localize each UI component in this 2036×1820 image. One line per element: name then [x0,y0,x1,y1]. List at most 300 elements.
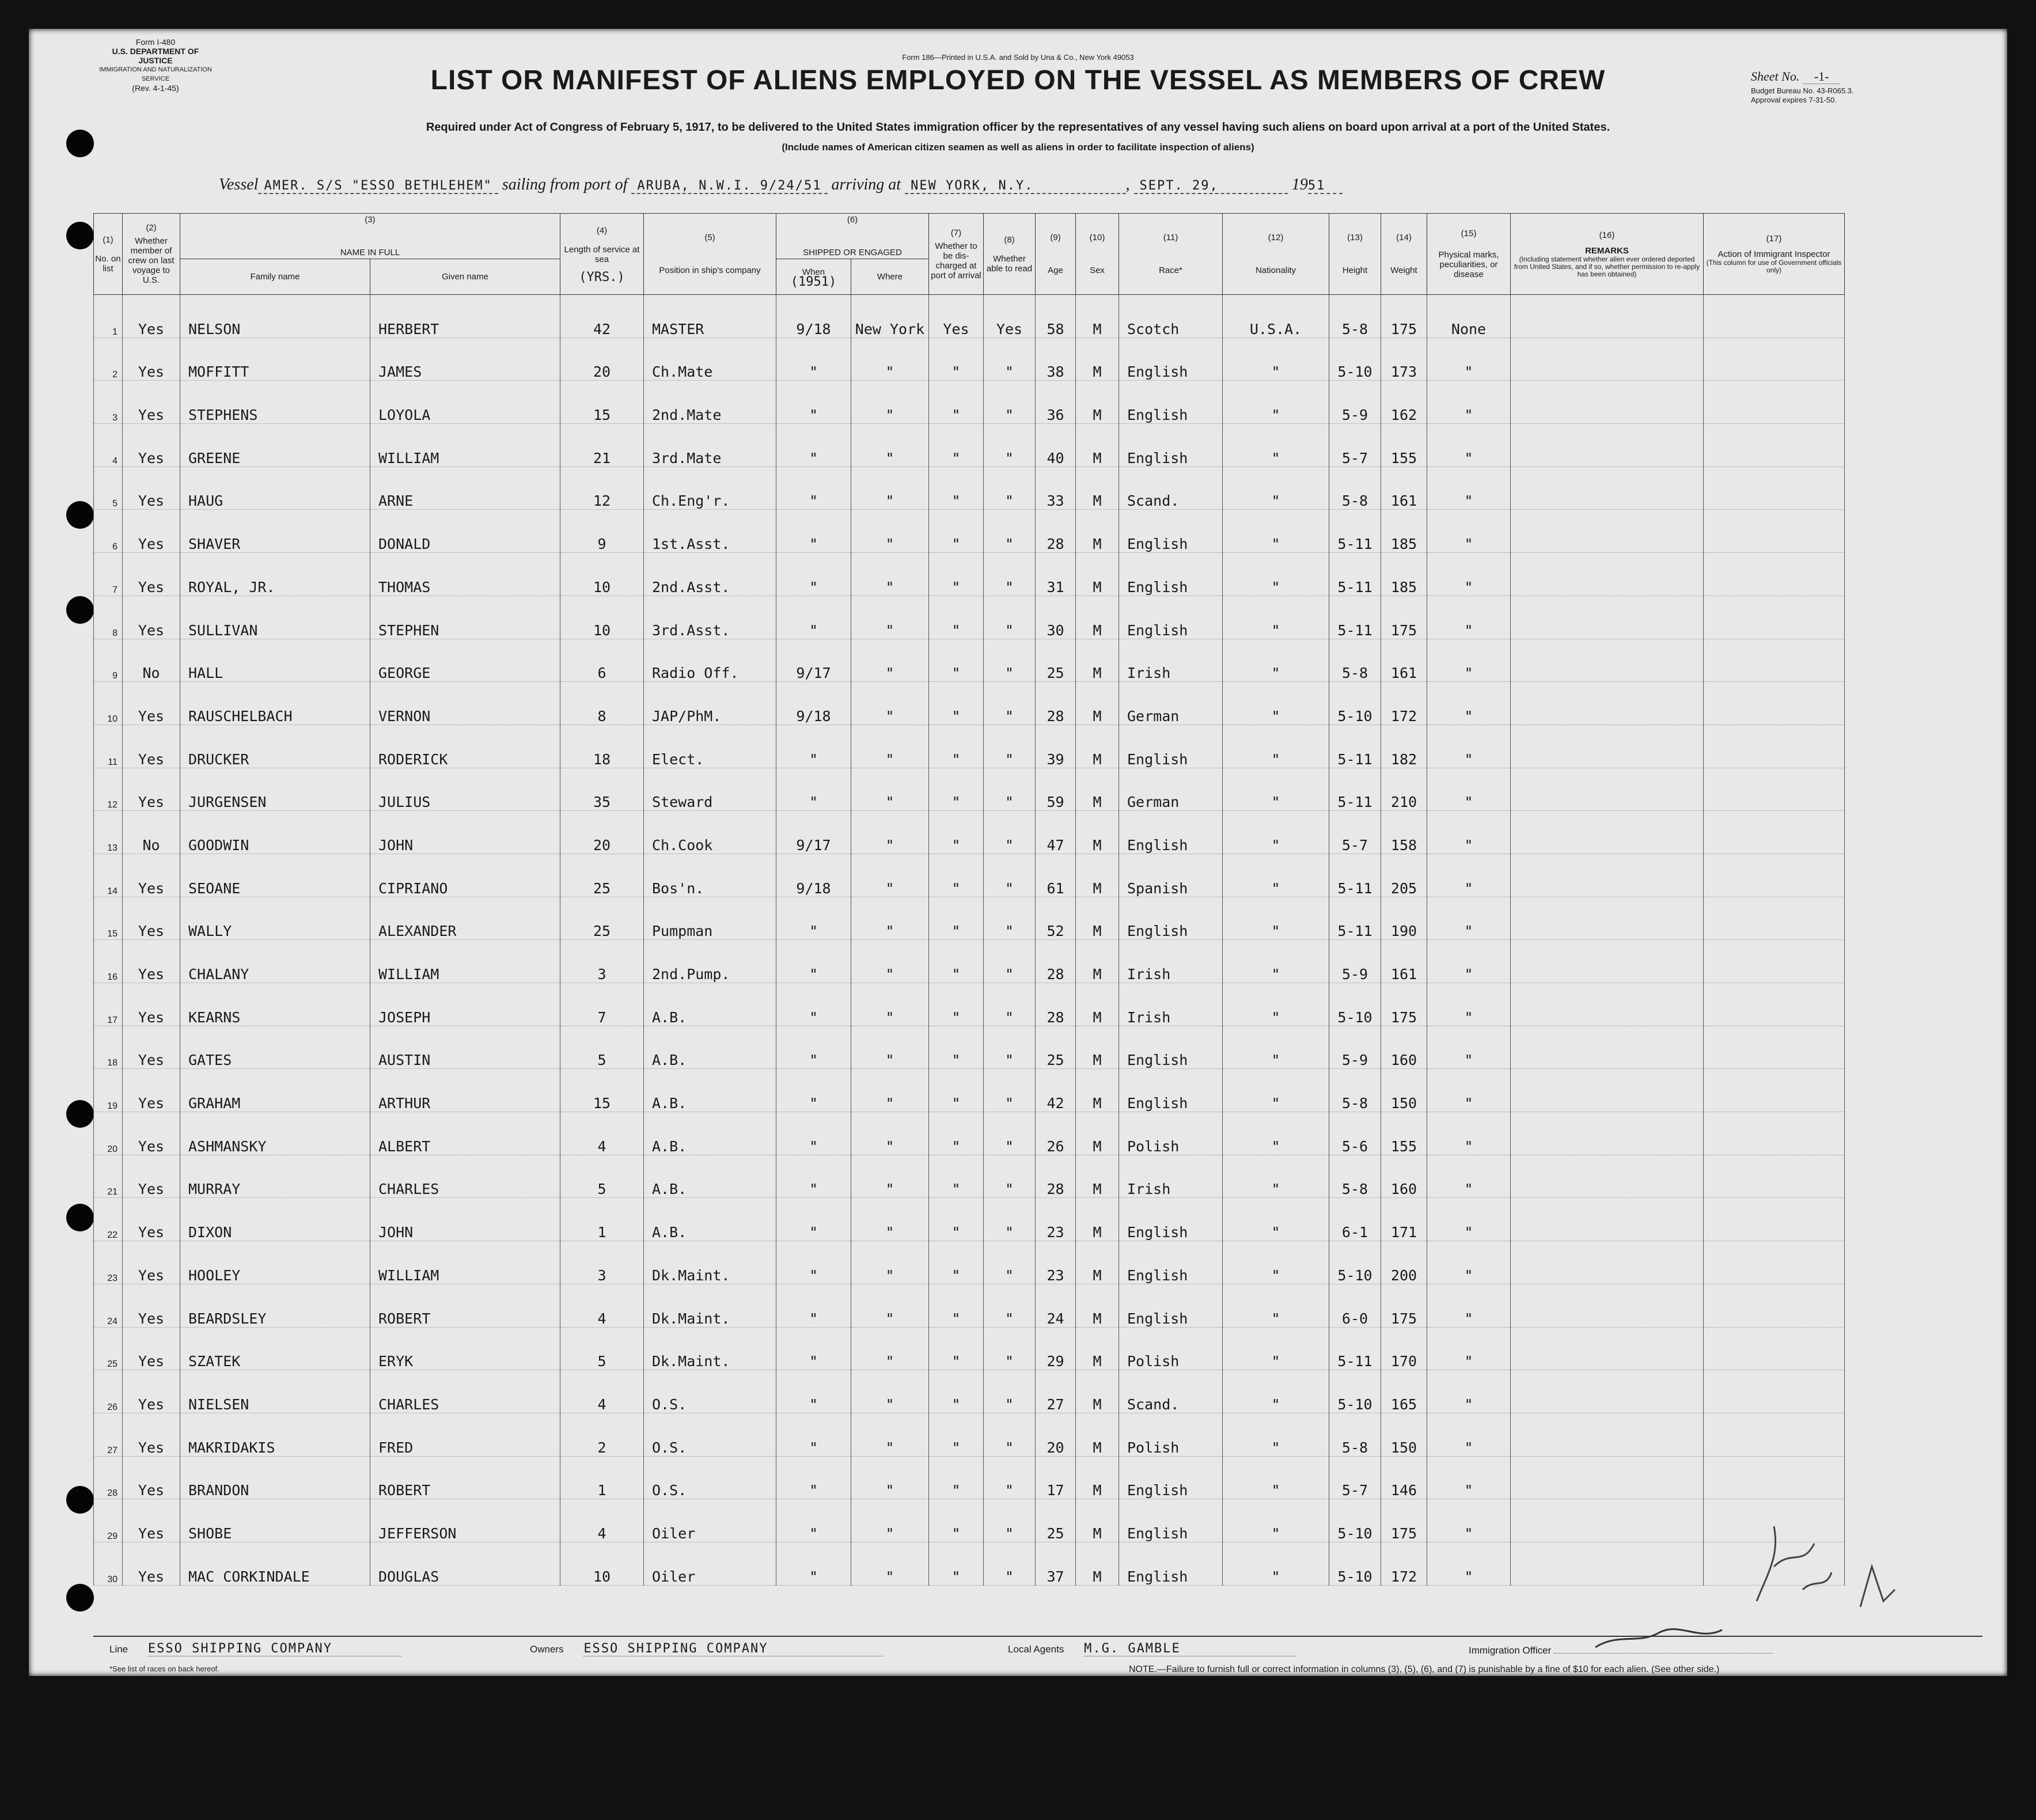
budget-block [1751,86,1854,105]
cell-ht: 5-11 [1329,1327,1381,1370]
cell-ht: 5-11 [1329,725,1381,768]
cell-wt: 161 [1381,940,1427,983]
cell-remarks [1511,1284,1704,1327]
cell-len: 4 [560,1284,644,1327]
cell-pos: Bos'n. [644,854,776,897]
cell-family: RAUSCHELBACH [180,682,370,725]
cell-pos: Dk.Maint. [644,1284,776,1327]
subtitle: Required under Act of Congress of February 5, 1917, to be delivered to the United States immigration officer by the representatives of any vessel having such aliens on board upon arrival at a port of the United States. [426,121,1610,134]
cell-pos: 2nd.Mate [644,381,776,424]
cell-race: Polish [1119,1413,1223,1456]
cell-sex: M [1076,897,1119,940]
cell-read: " [984,682,1036,725]
cell-race: Spanish [1119,854,1223,897]
cell-ht: 5-9 [1329,940,1381,983]
cell-sex: M [1076,295,1119,338]
cell-wt: 150 [1381,1413,1427,1456]
col-header-shipped: (6) SHIPPED OR ENGAGED [776,214,929,259]
cell-remarks [1511,467,1704,510]
cell-nat: " [1223,897,1329,940]
cell-n: 10 [94,682,123,725]
sailing-label: sailing from port of [502,176,628,194]
cell-disch: " [929,1542,984,1585]
owners-label: Owners [530,1644,564,1655]
cell-marks: " [1427,1155,1511,1198]
cell-pos: Dk.Maint. [644,1241,776,1284]
cell-read: " [984,768,1036,811]
cell-where: " [851,553,929,596]
cell-read: " [984,1069,1036,1112]
cell-where: " [851,854,929,897]
sheet-label: Sheet No. [1751,69,1800,84]
cell-pos: 1st.Asst. [644,510,776,553]
cell-ht: 5-10 [1329,338,1381,381]
cell-n: 29 [94,1499,123,1542]
cell-given: JULIUS [370,768,560,811]
cell-wt: 160 [1381,1155,1427,1198]
sheet-number: -1- [1803,69,1841,84]
cell-prev: Yes [123,1069,180,1112]
cell-prev: Yes [123,940,180,983]
cell-given: ROBERT [370,1456,560,1499]
table-row [94,424,1845,467]
cell-disch: " [929,1327,984,1370]
cell-wt: 158 [1381,811,1427,854]
cell-disch: " [929,1198,984,1241]
cell-len: 10 [560,596,644,639]
cell-race: English [1119,725,1223,768]
cell-when: 9/18 [776,682,851,725]
cell-prev: Yes [123,1499,180,1542]
cell-given: GEORGE [370,639,560,682]
cell-prev: Yes [123,553,180,596]
cell-where: " [851,596,929,639]
cell-nat: " [1223,1026,1329,1069]
cell-sex: M [1076,682,1119,725]
col-header-name: (3) NAME IN FULL [180,214,560,259]
cell-given: DONALD [370,510,560,553]
table-row [94,682,1845,725]
table-row [94,1456,1845,1499]
cell-action [1704,854,1845,897]
cell-prev: Yes [123,1456,180,1499]
cell-read: " [984,639,1036,682]
cell-action [1704,1069,1845,1112]
cell-pos: Ch.Eng'r. [644,467,776,510]
cell-nat: " [1223,725,1329,768]
line-value: ESSO SHIPPING COMPANY [148,1641,401,1656]
cell-read: " [984,596,1036,639]
cell-pos: O.S. [644,1413,776,1456]
cell-family: DRUCKER [180,725,370,768]
cell-race: English [1119,338,1223,381]
table-header [94,214,1845,295]
cell-ht: 5-11 [1329,510,1381,553]
crew-table [93,213,1845,1586]
cell-ht: 5-10 [1329,1370,1381,1413]
cell-age: 36 [1036,381,1076,424]
cell-when: " [776,1069,851,1112]
cell-sex: M [1076,381,1119,424]
cell-pos: 3rd.Asst. [644,596,776,639]
cell-pos: A.B. [644,1069,776,1112]
cell-read: " [984,811,1036,854]
cell-disch: " [929,1112,984,1155]
cell-prev: Yes [123,1155,180,1198]
cell-wt: 172 [1381,1542,1427,1585]
table-row [94,1241,1845,1284]
cell-age: 17 [1036,1456,1076,1499]
cell-wt: 205 [1381,854,1427,897]
cell-n: 1 [94,295,123,338]
races-note: *See list of races on back hereof. [109,1664,219,1673]
cell-where: " [851,725,929,768]
cell-nat: " [1223,1198,1329,1241]
table-row [94,553,1845,596]
cell-disch: " [929,596,984,639]
cell-disch: " [929,682,984,725]
cell-n: 17 [94,983,123,1026]
cell-read: " [984,1499,1036,1542]
arriving-label: arriving at [831,176,901,194]
cell-remarks [1511,596,1704,639]
cell-family: BRANDON [180,1456,370,1499]
cell-action [1704,725,1845,768]
cell-when: " [776,1413,851,1456]
cell-where: " [851,1370,929,1413]
cell-n: 21 [94,1155,123,1198]
cell-pos: Ch.Cook [644,811,776,854]
cell-n: 13 [94,811,123,854]
cell-action [1704,1370,1845,1413]
cell-family: WALLY [180,897,370,940]
cell-race: English [1119,381,1223,424]
cell-sex: M [1076,725,1119,768]
cell-wt: 165 [1381,1370,1427,1413]
cell-len: 20 [560,811,644,854]
cell-sex: M [1076,1284,1119,1327]
cell-marks: " [1427,553,1511,596]
cell-prev: Yes [123,854,180,897]
cell-nat: U.S.A. [1223,295,1329,338]
cell-remarks [1511,1112,1704,1155]
cell-read: " [984,1542,1036,1585]
cell-wt: 200 [1381,1241,1427,1284]
cell-race: Irish [1119,639,1223,682]
cell-ht: 5-6 [1329,1112,1381,1155]
cell-sex: M [1076,1198,1119,1241]
cell-when: " [776,1370,851,1413]
department: U.S. DEPARTMENT OF JUSTICE [112,47,199,65]
cell-prev: Yes [123,596,180,639]
cell-marks: " [1427,1241,1511,1284]
cell-where: " [851,424,929,467]
cell-disch: " [929,1026,984,1069]
cell-remarks [1511,682,1704,725]
cell-action [1704,596,1845,639]
cell-remarks [1511,639,1704,682]
cell-wt: 175 [1381,1284,1427,1327]
cell-ht: 5-11 [1329,854,1381,897]
cell-len: 2 [560,1413,644,1456]
cell-nat: " [1223,1542,1329,1585]
cell-marks: " [1427,897,1511,940]
cell-ht: 5-11 [1329,768,1381,811]
cell-disch: " [929,1069,984,1112]
cell-wt: 161 [1381,467,1427,510]
cell-wt: 210 [1381,768,1427,811]
cell-remarks [1511,510,1704,553]
cell-wt: 170 [1381,1327,1427,1370]
fine-note: NOTE.—Failure to furnish full or correct information in columns (3), (5), (6), and (7) is punishable by a fine of $10 for each alien. (See other side.) [1129,1664,1720,1674]
cell-given: JOHN [370,1198,560,1241]
cell-given: WILLIAM [370,940,560,983]
cell-remarks [1511,940,1704,983]
cell-ht: 5-7 [1329,424,1381,467]
cell-len: 5 [560,1327,644,1370]
cell-race: Scand. [1119,467,1223,510]
cell-marks: " [1427,467,1511,510]
cell-nat: " [1223,1370,1329,1413]
cell-family: SEOANE [180,854,370,897]
cell-where: " [851,1499,929,1542]
cell-wt: 173 [1381,338,1427,381]
cell-when: " [776,1499,851,1542]
cell-len: 12 [560,467,644,510]
cell-action [1704,381,1845,424]
cell-family: NELSON [180,295,370,338]
cell-when: " [776,1542,851,1585]
cell-age: 33 [1036,467,1076,510]
table-row [94,725,1845,768]
table-row [94,338,1845,381]
cell-wt: 185 [1381,553,1427,596]
cell-read: " [984,1413,1036,1456]
cell-where: " [851,811,929,854]
table-row [94,1327,1845,1370]
cell-when: " [776,381,851,424]
table-row [94,510,1845,553]
cell-where: " [851,682,929,725]
cell-family: SHOBE [180,1499,370,1542]
cell-given: CHARLES [370,1370,560,1413]
cell-family: KEARNS [180,983,370,1026]
cell-when: " [776,1456,851,1499]
cell-nat: " [1223,1499,1329,1542]
service: IMMIGRATION AND NATURALIZATION SERVICE [99,66,212,82]
cell-read: " [984,1284,1036,1327]
cell-family: BEARDSLEY [180,1284,370,1327]
cell-given: FRED [370,1413,560,1456]
vessel-label: Vessel [219,176,259,194]
col-header-sex: (10) Sex [1076,214,1119,295]
col-header-family: Family name [180,259,370,295]
cell-len: 6 [560,639,644,682]
cell-len: 3 [560,1241,644,1284]
cell-marks: " [1427,381,1511,424]
col-header-age: (9) Age [1036,214,1076,295]
cell-race: Irish [1119,940,1223,983]
cell-family: GREENE [180,424,370,467]
cell-race: English [1119,553,1223,596]
cell-pos: MASTER [644,295,776,338]
cell-age: 28 [1036,983,1076,1026]
cell-when: " [776,1026,851,1069]
cell-len: 35 [560,768,644,811]
cell-len: 42 [560,295,644,338]
punch-hole [66,1100,94,1128]
col-header-action: (17) Action of Immigrant Inspector (This column for use of Government officials only) [1704,214,1845,295]
cell-family: MAC CORKINDALE [180,1542,370,1585]
cell-sex: M [1076,811,1119,854]
cell-action [1704,811,1845,854]
owners-value: ESSO SHIPPING COMPANY [583,1641,883,1656]
cell-when: " [776,897,851,940]
cell-disch: " [929,725,984,768]
cell-when: 9/17 [776,639,851,682]
cell-age: 25 [1036,1026,1076,1069]
cell-prev: No [123,639,180,682]
cell-marks: " [1427,854,1511,897]
cell-len: 9 [560,510,644,553]
cell-action [1704,1198,1845,1241]
cell-remarks [1511,983,1704,1026]
cell-when: " [776,338,851,381]
cell-disch: " [929,510,984,553]
cell-len: 15 [560,1069,644,1112]
cell-nat: " [1223,1069,1329,1112]
cell-where: " [851,1026,929,1069]
cell-n: 15 [94,897,123,940]
punch-hole [66,1486,94,1514]
cell-where: " [851,983,929,1026]
cell-nat: " [1223,1241,1329,1284]
cell-pos: Ch.Mate [644,338,776,381]
table-row [94,1284,1845,1327]
cell-remarks [1511,1413,1704,1456]
cell-ht: 5-11 [1329,897,1381,940]
revision: (Rev. 4-1-45) [132,84,179,93]
cell-wt: 175 [1381,1499,1427,1542]
approval-expiry: Approval expires 7-31-50. [1751,96,1837,104]
cell-where: " [851,1327,929,1370]
cell-wt: 175 [1381,295,1427,338]
cell-marks: " [1427,1413,1511,1456]
cell-ht: 5-11 [1329,553,1381,596]
cell-when: " [776,553,851,596]
cell-nat: " [1223,940,1329,983]
cell-disch: " [929,424,984,467]
table-row [94,381,1845,424]
cell-n: 30 [94,1542,123,1585]
cell-race: Irish [1119,983,1223,1026]
cell-age: 40 [1036,424,1076,467]
cell-when: " [776,467,851,510]
cell-disch: " [929,338,984,381]
cell-family: SZATEK [180,1327,370,1370]
cell-remarks [1511,1155,1704,1198]
cell-pos: Oiler [644,1542,776,1585]
cell-pos: O.S. [644,1370,776,1413]
cell-age: 30 [1036,596,1076,639]
vessel-name: AMER. S/S "ESSO BETHLEHEM" [258,179,498,194]
cell-nat: " [1223,983,1329,1026]
cell-len: 8 [560,682,644,725]
cell-pos: A.B. [644,1026,776,1069]
cell-nat: " [1223,381,1329,424]
col-header-physical: (15) Physical marks, peculiarities, or disease [1427,214,1511,295]
cell-n: 27 [94,1413,123,1456]
cell-nat: " [1223,768,1329,811]
cell-n: 12 [94,768,123,811]
cell-read: " [984,424,1036,467]
cell-pos: Oiler [644,1499,776,1542]
cell-ht: 5-11 [1329,596,1381,639]
col-header-discharged: (7) Whether to be dis-charged at port of arrival [929,214,984,295]
cell-len: 18 [560,725,644,768]
cell-age: 59 [1036,768,1076,811]
cell-nat: " [1223,1327,1329,1370]
cell-read: " [984,940,1036,983]
cell-when: " [776,725,851,768]
cell-where: " [851,467,929,510]
cell-ht: 5-7 [1329,1456,1381,1499]
cell-age: 47 [1036,811,1076,854]
cell-ht: 5-8 [1329,1155,1381,1198]
cell-wt: 155 [1381,424,1427,467]
cell-read: " [984,983,1036,1026]
cell-age: 26 [1036,1112,1076,1155]
cell-n: 20 [94,1112,123,1155]
manifest-sheet [29,29,2007,1676]
cell-prev: Yes [123,1026,180,1069]
cell-wt: 161 [1381,639,1427,682]
cell-given: WILLIAM [370,1241,560,1284]
cell-read: " [984,1241,1036,1284]
cell-family: JURGENSEN [180,768,370,811]
cell-disch: " [929,983,984,1026]
cell-n: 22 [94,1198,123,1241]
cell-family: HOOLEY [180,1241,370,1284]
cell-wt: 160 [1381,1026,1427,1069]
cell-age: 25 [1036,1499,1076,1542]
cell-len: 1 [560,1198,644,1241]
cell-where: " [851,639,929,682]
cell-len: 21 [560,424,644,467]
col-header-race: (11) Race* [1119,214,1223,295]
cell-where: " [851,940,929,983]
sheet-number-block [1751,69,1840,84]
cell-where: " [851,1198,929,1241]
cell-given: ALEXANDER [370,897,560,940]
cell-n: 28 [94,1456,123,1499]
cell-nat: " [1223,467,1329,510]
cell-age: 28 [1036,940,1076,983]
cell-sex: M [1076,1413,1119,1456]
cell-remarks [1511,768,1704,811]
cell-read: " [984,725,1036,768]
cell-age: 28 [1036,682,1076,725]
cell-n: 26 [94,1370,123,1413]
cell-nat: " [1223,1456,1329,1499]
line-label: Line [109,1644,128,1655]
cell-where: " [851,381,929,424]
col-header-read: (8) Whether able to read [984,214,1036,295]
cell-n: 5 [94,467,123,510]
cell-given: ROBERT [370,1284,560,1327]
cell-marks: " [1427,1069,1511,1112]
cell-where: " [851,1456,929,1499]
